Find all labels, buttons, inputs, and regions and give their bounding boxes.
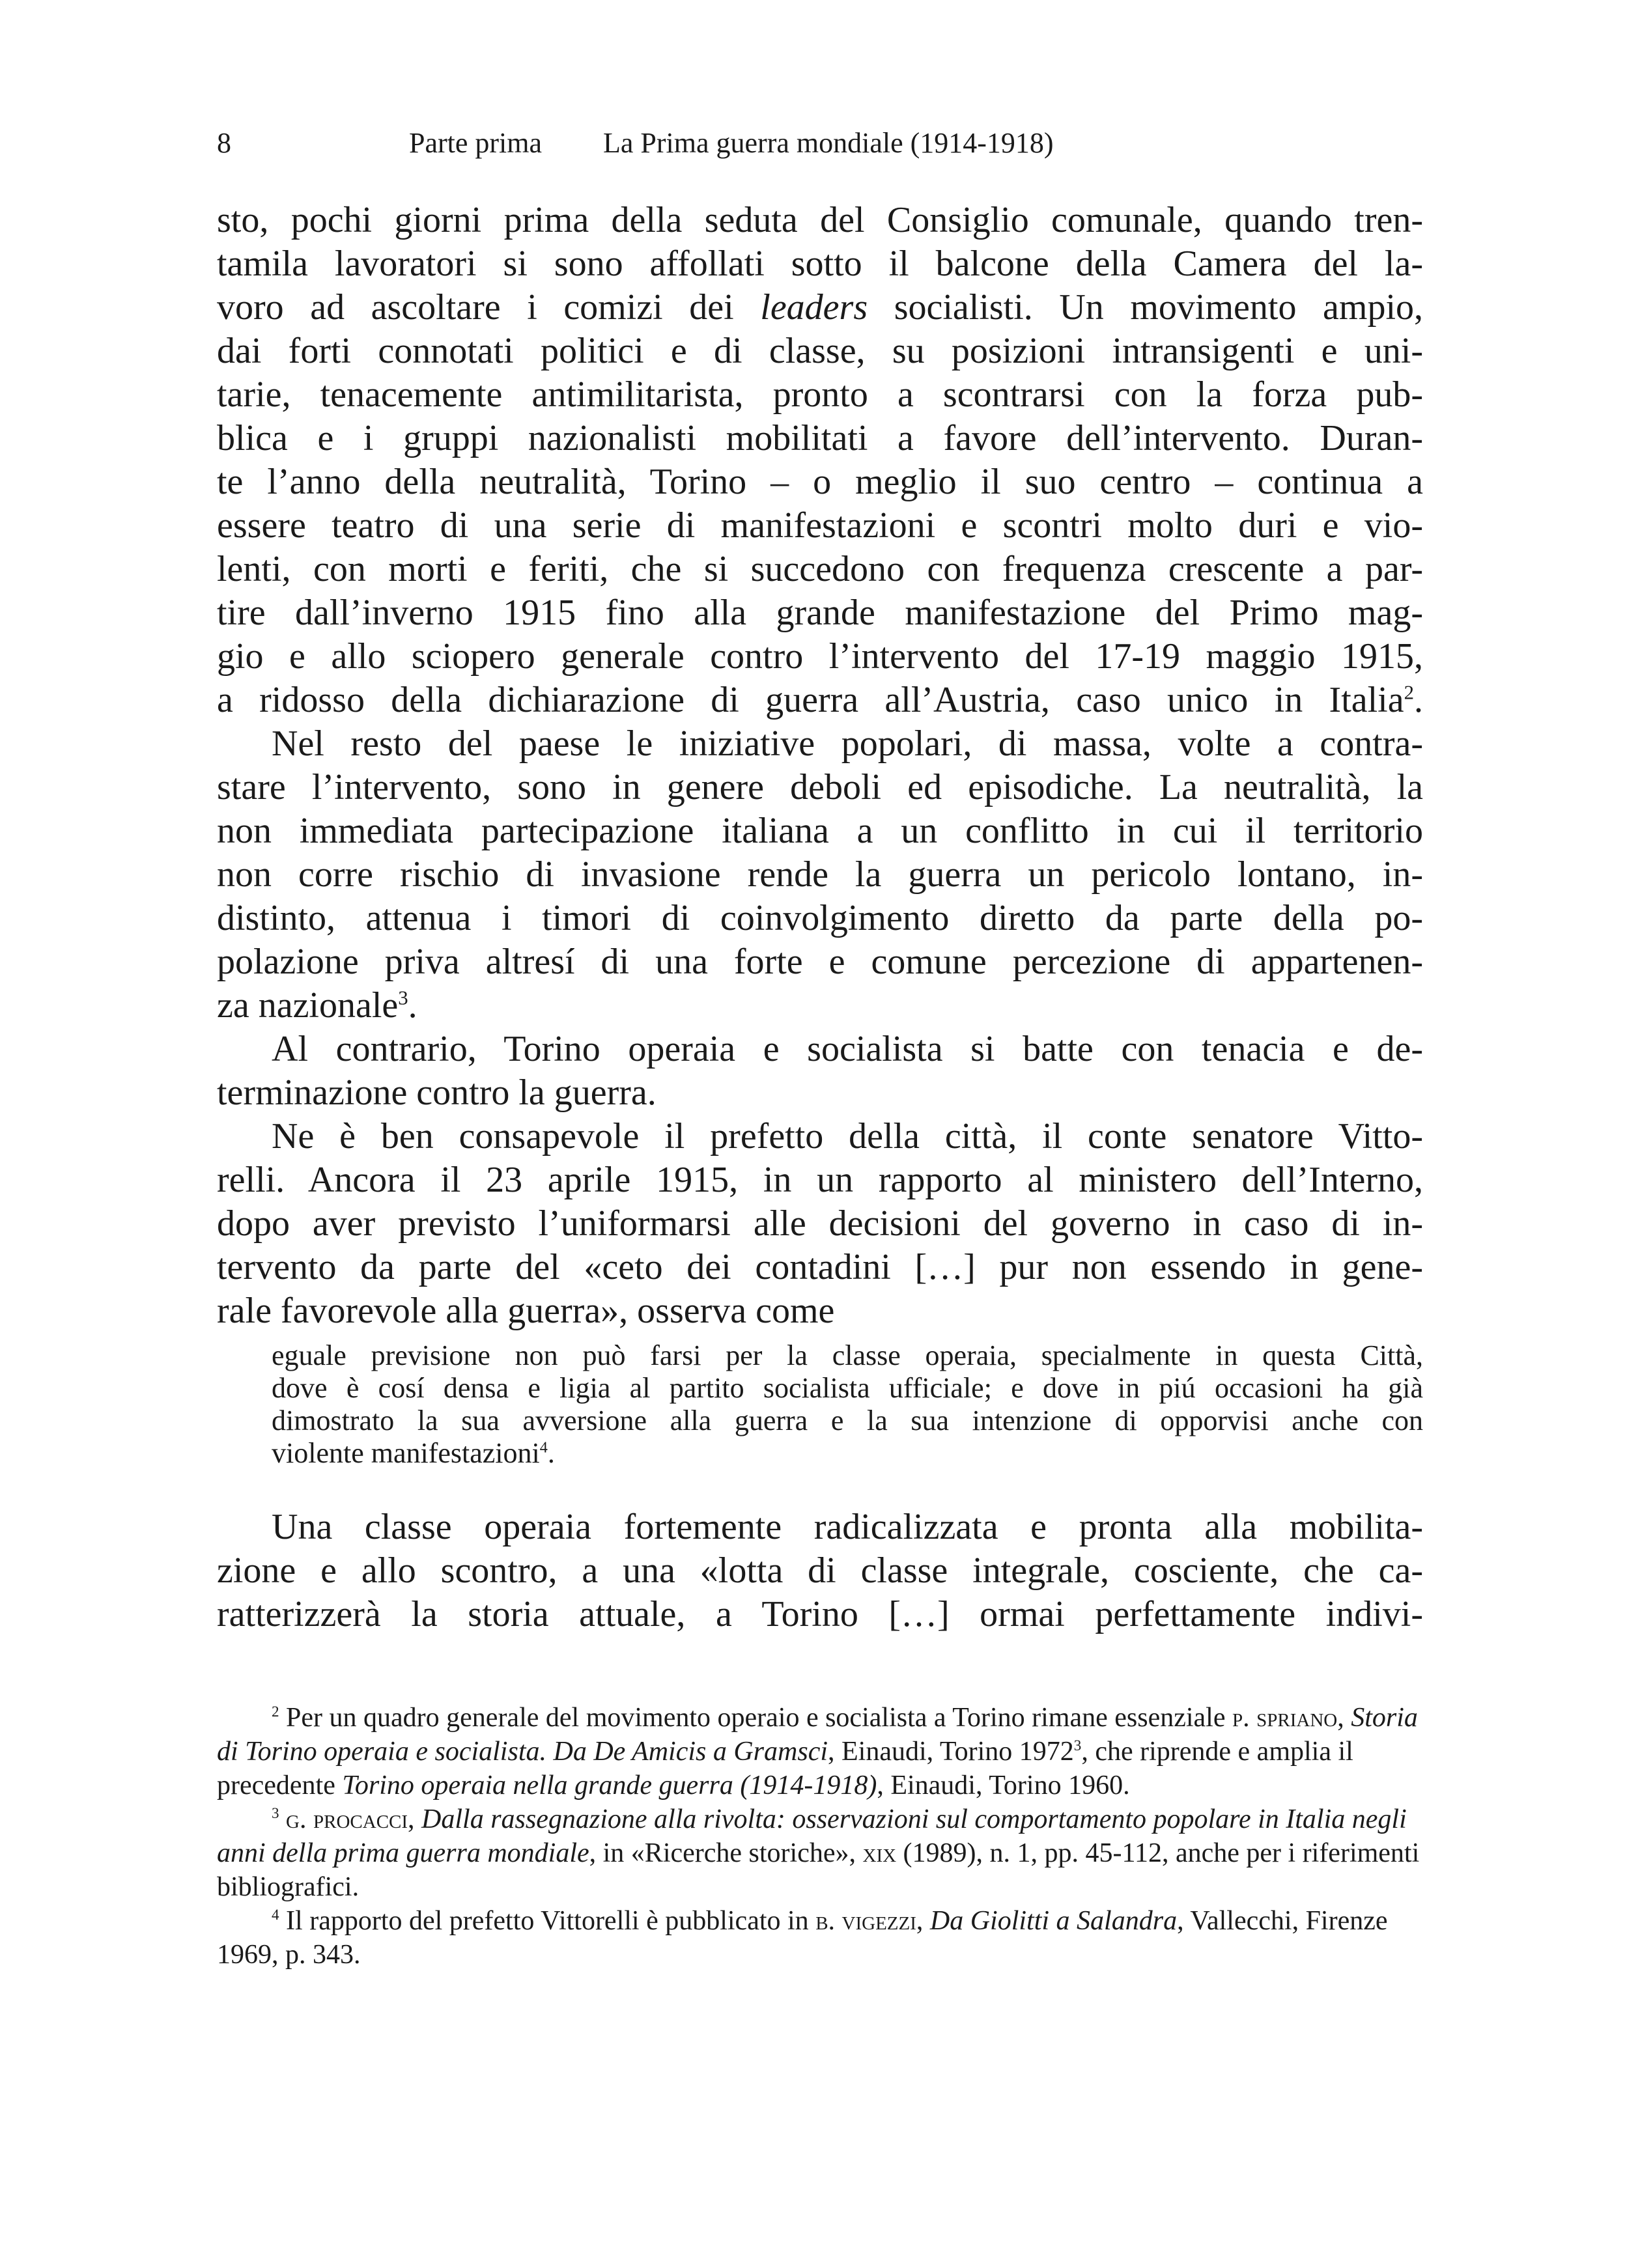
footnote-work-title: Storia di Torino operaia e socialista. Da De Amicis a Gramsci <box>217 1703 1418 1767</box>
footnote-work-title: Da Giolitti a Salandra <box>929 1906 1178 1936</box>
text-line: tarie, tenacemente antimilitarista, pronto a scontrarsi con la forza pub- <box>217 374 1423 415</box>
footnote-ref[interactable]: 4 <box>539 1438 548 1457</box>
footnote-text: , Einaudi, Torino 1960. <box>877 1771 1130 1800</box>
text-line: Al contrario, Torino operaia e socialista si batte con tenacia e de- <box>272 1029 1423 1069</box>
text-line <box>217 679 1423 722</box>
footnote-ref[interactable]: 3 <box>398 987 408 1009</box>
text-fragment: . <box>408 985 417 1026</box>
text-line: gio e allo sciopero generale contro l’intervento del 17-19 maggio 1915, <box>217 636 1423 677</box>
text-line: dai forti connotati politici e di classe, su posizioni intransigenti e uni- <box>217 331 1423 371</box>
quote-line: dove è cosí densa e ligia al partito socialista ufficiale; e dove in piú occasioni ha già <box>272 1372 1423 1404</box>
text-line: distinto, attenua i timori di coinvolgimento diretto da parte della po- <box>217 898 1423 938</box>
text-line: ratterizzerà la storia attuale, a Torino […] ormai perfettamente indivi- <box>217 1594 1423 1634</box>
text-line: tamila lavoratori si sono affollati sotto il balcone della Camera del la- <box>217 244 1423 284</box>
text-line: Una classe operaia fortemente radicalizzata e pronta alla mobilita- <box>272 1507 1423 1547</box>
text-fragment: socialisti. Un movimento ampio, <box>868 287 1423 328</box>
text-line: dopo aver previsto l’uniformarsi alle decisioni del governo in caso di in- <box>217 1203 1423 1244</box>
quote-line: dimostrato la sua avversione alla guerra e la sua intenzione di opporvisi anche con <box>272 1405 1423 1436</box>
text-line: relli. Ancora il 23 aprile 1915, in un rapporto al ministero dell’Interno, <box>217 1160 1423 1200</box>
text-line: te l’anno della neutralità, Torino – o meglio il suo centro – continua a <box>217 462 1423 502</box>
italic-term: leaders <box>760 287 868 328</box>
footnote-text: , in «Ricerche storiche», <box>589 1838 863 1868</box>
paragraph-3 <box>217 1028 1423 1115</box>
footnote-text: , che riprende e amplia il precedente <box>217 1737 1353 1800</box>
footnote-ref[interactable]: 2 <box>1404 681 1414 704</box>
text-line: Ne è ben consapevole il prefetto della città, il conte senatore Vitto- <box>272 1116 1423 1156</box>
text-line: non corre rischio di invasione rende la guerra un pericolo lontano, in- <box>217 854 1423 895</box>
footnote-author: p. spriano <box>1232 1703 1338 1733</box>
text-line: tire dall’inverno 1915 fino alla grande manifestazione del Primo mag- <box>217 593 1423 633</box>
footnote-text: , <box>1337 1703 1351 1733</box>
text-line: rale favorevole alla guerra», osserva come <box>217 1291 835 1331</box>
text-line: polazione priva altresí di una forte e comune percezione di appartenen- <box>217 942 1423 982</box>
footnote-text: , Einaudi, Torino 1972 <box>828 1737 1074 1767</box>
text-line: lenti, con morti e feriti, che si succedono con frequenza crescente a par- <box>217 549 1423 589</box>
footnote-author: b. vigezzi <box>815 1906 916 1936</box>
paragraph-4 <box>217 1115 1423 1333</box>
header-chapter-title: La Prima guerra mondiale (1914-1918) <box>603 127 1054 159</box>
spacer <box>217 1470 1423 1505</box>
footnote-work-title: Torino operaia nella grande guerra (1914-1918) <box>342 1771 877 1800</box>
text-fragment: za nazionale <box>217 985 399 1026</box>
text-line: zione e allo scontro, a una «lotta di classe integrale, cosciente, che ca- <box>217 1550 1423 1591</box>
footnote-text: , <box>916 1906 930 1936</box>
footnote-text: Il rapporto del prefetto Vittorelli è pubblicato in <box>279 1906 816 1936</box>
text-line: tervento da parte del «ceto dei contadini […] pur non essendo in gene- <box>217 1247 1423 1287</box>
footnote-text: Per un quadro generale del movimento operaio e socialista a Torino rimane essenziale <box>279 1703 1232 1733</box>
text-line: Nel resto del paese le iniziative popolari, di massa, volte a contra- <box>272 723 1423 764</box>
edition-number: 3 <box>1073 1737 1082 1754</box>
text-line: terminazione contro la guerra. <box>217 1072 657 1113</box>
footnote-number: 3 <box>272 1804 279 1821</box>
text-fragment: . <box>1414 680 1423 720</box>
footnote-3 <box>217 1802 1423 1904</box>
text-fragment: . <box>547 1437 555 1469</box>
text-line <box>217 984 1423 1028</box>
paragraph-2 <box>217 722 1423 1028</box>
volume-number: xix <box>862 1838 897 1868</box>
text-line: sto, pochi giorni prima della seduta del Consiglio comunale, quando tren- <box>217 200 1423 240</box>
quote-line <box>272 1437 1423 1470</box>
text-line: non immediata partecipazione italiana a un conflitto in cui il territorio <box>217 811 1423 851</box>
footnote-text: , Vallecchi, Firenze 1969, p. 343. <box>217 1906 1388 1970</box>
footnote-4 <box>217 1904 1423 1972</box>
footnote-number: 4 <box>272 1906 279 1923</box>
block-quote <box>272 1339 1423 1470</box>
header-part: Parte prima <box>409 127 543 159</box>
main-text <box>217 199 1423 1636</box>
footnote-author: g. procacci <box>279 1804 408 1834</box>
text-line: essere teatro di una serie di manifestazioni e scontri molto duri e vio- <box>217 505 1423 546</box>
text-line <box>217 286 1423 329</box>
paragraph-5 <box>217 1505 1423 1636</box>
text-fragment: a ridosso della dichiarazione di guerra all’Austria, caso unico in Italia <box>217 680 1404 720</box>
text-line: blica e i gruppi nazionalisti mobilitati a favore dell’intervento. Duran- <box>217 418 1423 458</box>
text-fragment: voro ad ascoltare i comizi dei <box>217 287 761 328</box>
paragraph-1 <box>217 199 1423 722</box>
text-fragment: violente manifestazioni <box>272 1437 540 1469</box>
text-line: stare l’intervento, sono in genere deboli ed episodiche. La neutralità, la <box>217 767 1423 807</box>
footnotes <box>217 1701 1423 1972</box>
footnote-work-title: Dalla rassegnazione alla rivolta: osservazioni sul comportamento popolare in Italia negli anni della prima guerra mondiale <box>217 1804 1407 1868</box>
footnote-text: , <box>408 1804 422 1834</box>
quote-line: eguale previsione non può farsi per la classe operaia, specialmente in questa Città, <box>272 1339 1423 1371</box>
page-number: 8 <box>217 127 231 159</box>
footnote-2 <box>217 1701 1423 1802</box>
footnote-number: 2 <box>272 1703 279 1720</box>
footnote-text: (1989), n. 1, pp. 45-112, anche per i riferimenti bibliografici. <box>217 1838 1420 1902</box>
